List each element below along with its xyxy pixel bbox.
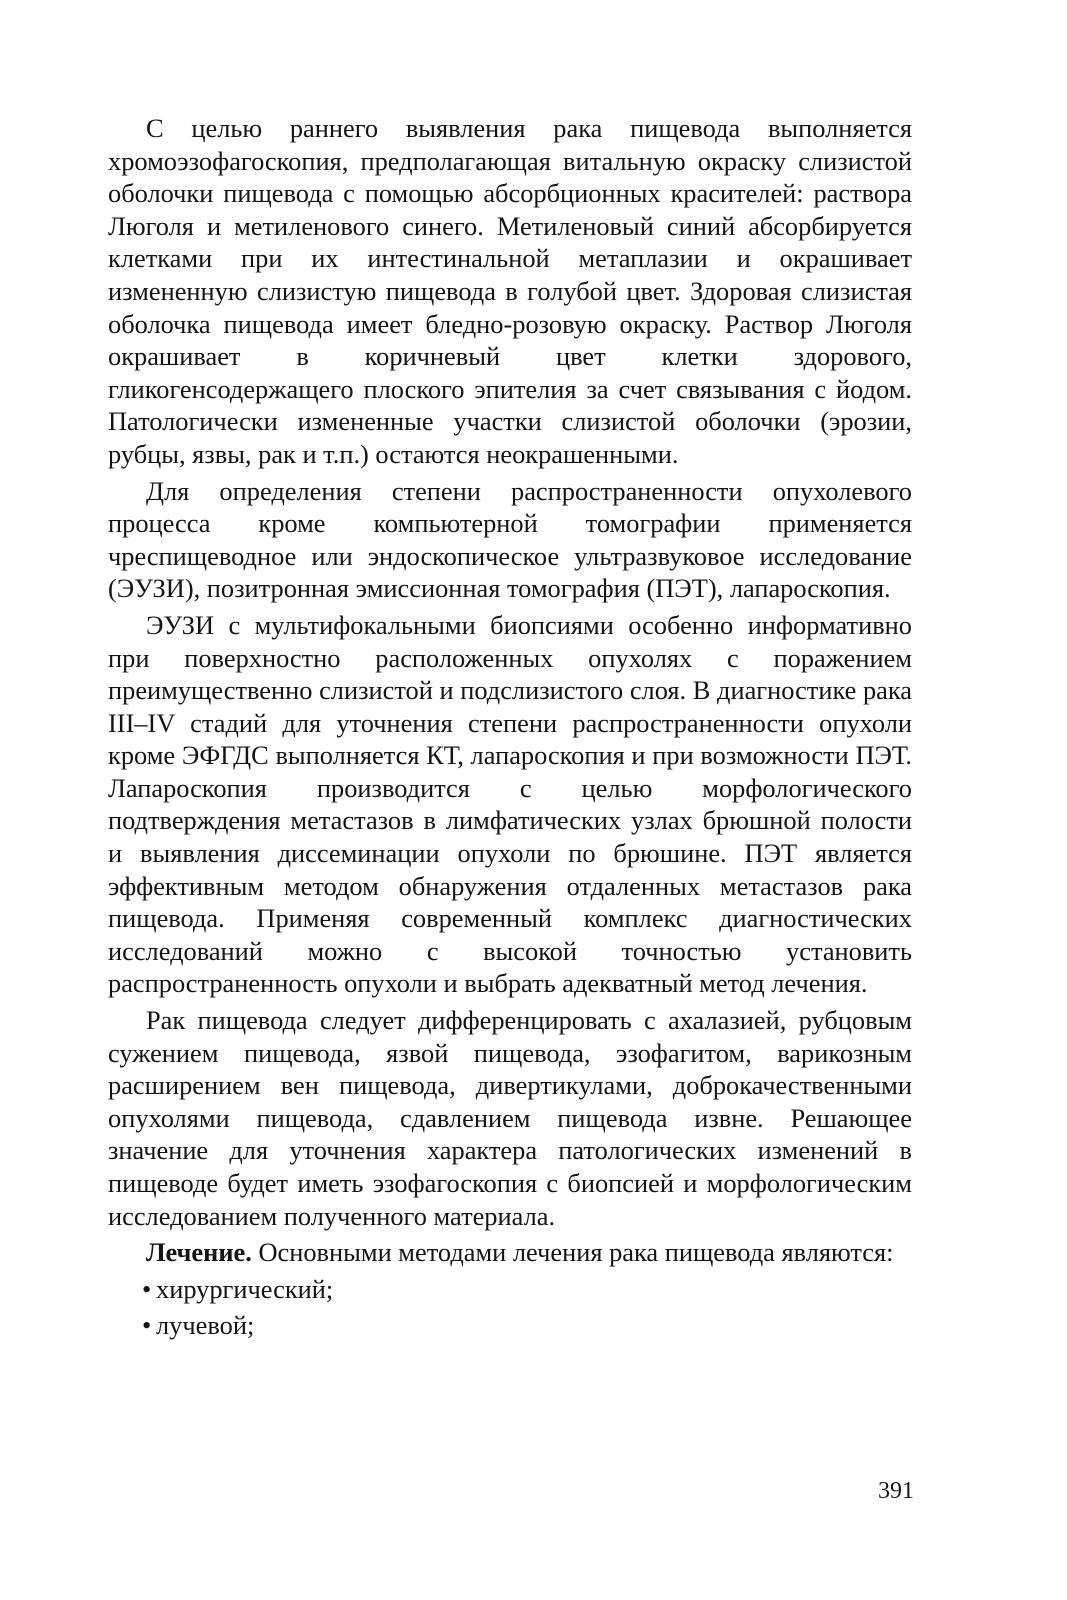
page-number: 391: [878, 1478, 914, 1504]
page-body: [108, 112, 912, 1346]
treatment-intro: Основными методами лечения рака пищевода являются:: [251, 1237, 894, 1268]
paragraph-differential-diagnosis: Рак пищевода следует дифференцировать с ахалазией, рубцовым сужением пищевода, язвой пищевода, эзофагитом, варикозным расширением вен пищевода, дивертикулами, доброкачественными опухолями пищевода, сдавлением пищевода извне. Решающее значение для уточнения характера патологических изменений в пищеводе будет иметь эзофагоскопия с биопсией и морфологическим исследованием полученного материала.: [108, 1005, 912, 1231]
list-item: [142, 1273, 912, 1306]
treatment-methods-list: [108, 1273, 912, 1342]
paragraph-staging-methods: Для определения степени распространенности опухолевого процесса кроме компьютерной томографии применяется чреспищеводное или эндоскопическое ультразвуковое исследование (ЭУЗИ), позитронная эмиссионная томография (ПЭТ), лапароскопия.: [108, 475, 912, 604]
list-item: [142, 1309, 912, 1342]
paragraph-euzi: ЭУЗИ с мультифокальными биопсиями особенно информативно при поверхностно расположенных опухолях с поражением преимущественно слизистой и подслизистого слоя. В диагностике рака III–IV стадий для уточнения степени распространенности опухоли кроме ЭФГДС выполняется КТ, лапароскопия и при возможности ПЭТ. Лапароскопия производится с целью морфологического подтверждения метастазов в лимфатических узлах брюшной полости и выявления диссеминации опухоли по брюшине. ПЭТ является эффективным методом обнаружения отдаленных метастазов рака пищевода. Применяя современный комплекс диагностических исследований можно с высокой точностью установить распространенность опухоли и выбрать адекватный метод лечения.: [108, 609, 912, 999]
paragraph-treatment: [108, 1236, 912, 1269]
list-item-label: лучевой;: [156, 1310, 255, 1341]
treatment-heading: Лечение.: [146, 1237, 252, 1268]
bullet-icon: •: [142, 1273, 152, 1304]
bullet-icon: •: [142, 1310, 152, 1341]
list-item-label: хирургический;: [156, 1273, 334, 1304]
paragraph-chromoesophagoscopy: С целью раннего выявления рака пищевода выполняется хромоэзофагоскопия, предполагающая витальную окраску слизистой оболочки пищевода с помощью абсорбционных красителей: раствора Люголя и метиленового синего. Метиленовый синий абсорбируется клетками при их интестинальной метаплазии и окрашивает измененную слизистую пищевода в голубой цвет. Здоровая слизистая оболочка пищевода имеет бледно-розовую окраску. Раствор Люголя окрашивает в коричневый цвет клетки здорового, гликогенсодержащего плоского эпителия за счет связывания с йодом. Патологически измененные участки слизистой оболочки (эрозии, рубцы, язвы, рак и т.п.) остаются неокрашенными.: [108, 113, 912, 469]
